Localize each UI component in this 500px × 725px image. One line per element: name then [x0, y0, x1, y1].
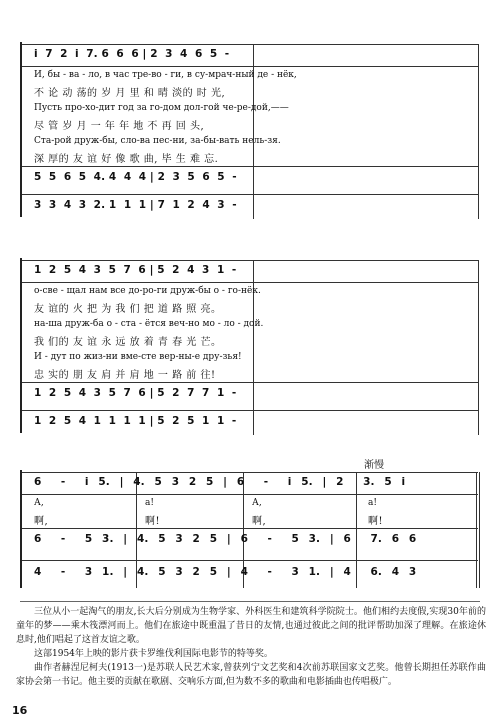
- alto-line: 1 2 5 4 3 5 7 6 | 5 2 7 7 1 -: [34, 387, 237, 399]
- lyric-cn: 忠 实的 朋 友 肩 并 肩 地 一 路 前 往!: [34, 370, 216, 381]
- lyric-cn: 啊,: [34, 516, 49, 527]
- staff-line: [22, 528, 478, 529]
- alto-line: 6 - 5 3. | 4. 5 3 2 5 | 6 - 5 3. | 6 7. 6 6: [34, 533, 417, 545]
- notes-paragraph: 这部1954年上映的影片获卡罗维伐利国际电影节的特等奖。: [34, 649, 273, 659]
- staff-line: [22, 560, 478, 561]
- staff-line: [22, 44, 478, 45]
- lyric-ru: Ста-рой друж-бы, сло-ва пес-ни, за-бы-вать нель-зя.: [34, 136, 281, 146]
- staff-line: [22, 282, 478, 283]
- barline: [476, 472, 477, 588]
- lyric-cn: 友 谊的 火 把 为 我 们 把 道 路 照 亮。: [34, 304, 222, 315]
- staff-line: [22, 260, 478, 261]
- lyric-ru: о-све - щал нам все до-ро-ги друж-бы о - го-нёк.: [34, 286, 261, 296]
- staff-line: [22, 494, 478, 495]
- staff-line: [22, 382, 478, 383]
- lyric-ru: А,: [34, 498, 44, 508]
- bass-line: 1 2 5 4 1 1 1 1 | 5 2 5 1 1 -: [34, 415, 237, 427]
- notes-paragraph: 曲作者赫涅尼柯夫(1913一)是苏联人民艺术家,曾获列宁文艺奖和4次前苏联国家文艺奖。他曾长期担任苏联作曲家协会第一书记。他主要的贡献在歌剧、交响乐方面,但为数不多的歌曲和电影插曲也传唱极广。: [16, 663, 486, 687]
- staff-line: [22, 472, 478, 473]
- staff-line: [22, 66, 478, 67]
- alto-line: 5 5 6 5 4. 4 4 4 | 2 3 5 6 5 -: [34, 171, 237, 183]
- lyric-ru: а!: [368, 498, 377, 508]
- lyric-cn: 深 厚的 友 谊 好 像 歌 曲, 毕 生 难 忘.: [34, 154, 219, 165]
- tempo-marking: 渐慢: [364, 460, 384, 471]
- lyric-cn: 我 们的 友 谊 永 远 放 着 青 春 光 芒。: [34, 337, 222, 348]
- melody-line: i 7 2 i 7. 6 6 6 | 2 3 4 6 5 -: [34, 48, 230, 60]
- melody-line: 6 - i 5. | 4. 5 3 2 5 | 6 - i 5. | 2 3. 5 i: [34, 476, 406, 488]
- lyric-ru: А,: [252, 498, 262, 508]
- lyric-ru: Пусть про-хо-дит год за го-дом дол-гой че-ре-дой,——: [34, 103, 289, 113]
- system-brace: [20, 470, 25, 588]
- barline: [479, 472, 480, 588]
- notes-paragraph: 三位从小一起淘气的朋友,长大后分别成为生物学家、外科医生和建筑科学院院士。他们相约去度假,实现30年前的童年的梦——乘木筏漂河而上。他们在旅途中既重温了昔日的友情,也通过彼此之间的批评帮助加深了理解。在旅途休息时,他们唱起了这首友谊之歌。: [16, 607, 486, 645]
- bass-line: 4 - 3 1. | 4. 5 3 2 5 | 4 - 3 1. | 4 6. 4 3: [34, 566, 417, 578]
- notes-divider: [20, 601, 480, 602]
- page-number: 16: [12, 704, 28, 717]
- lyric-ru: а!: [145, 498, 154, 508]
- lyric-ru: И - дут по жиз-ни вме-сте вер-ны-е дру-зья!: [34, 352, 242, 362]
- bass-line: 3 3 4 3 2. 1 1 1 | 7 1 2 4 3 -: [34, 199, 237, 211]
- lyric-ru: И, бы - ва - ло, в час тре-во - ги, в су-мрач-ный де - нёк,: [34, 70, 297, 80]
- staff-line: [22, 194, 478, 195]
- barline: [478, 44, 479, 219]
- lyric-cn: 啊!: [368, 516, 384, 527]
- lyric-ru: на-ша друж-ба о - ста - ётся веч-но мо - ло - дой.: [34, 319, 264, 329]
- staff-line: [22, 166, 478, 167]
- barline: [478, 260, 479, 435]
- lyric-cn: 不 论 动 荡的 岁 月 里 和 晴 淡的 时 光,: [34, 88, 226, 99]
- lyric-cn: 啊!: [145, 516, 161, 527]
- lyric-cn: 尽 管 岁 月 一 年 年 地 不 再 回 头,: [34, 121, 205, 132]
- system-brace: [20, 258, 25, 433]
- film-notes: [16, 605, 486, 689]
- lyric-cn: 啊,: [252, 516, 267, 527]
- melody-line: 1 2 5 4 3 5 7 6 | 5 2 4 3 1 -: [34, 264, 237, 276]
- system-brace: [20, 42, 25, 217]
- staff-line: [22, 410, 478, 411]
